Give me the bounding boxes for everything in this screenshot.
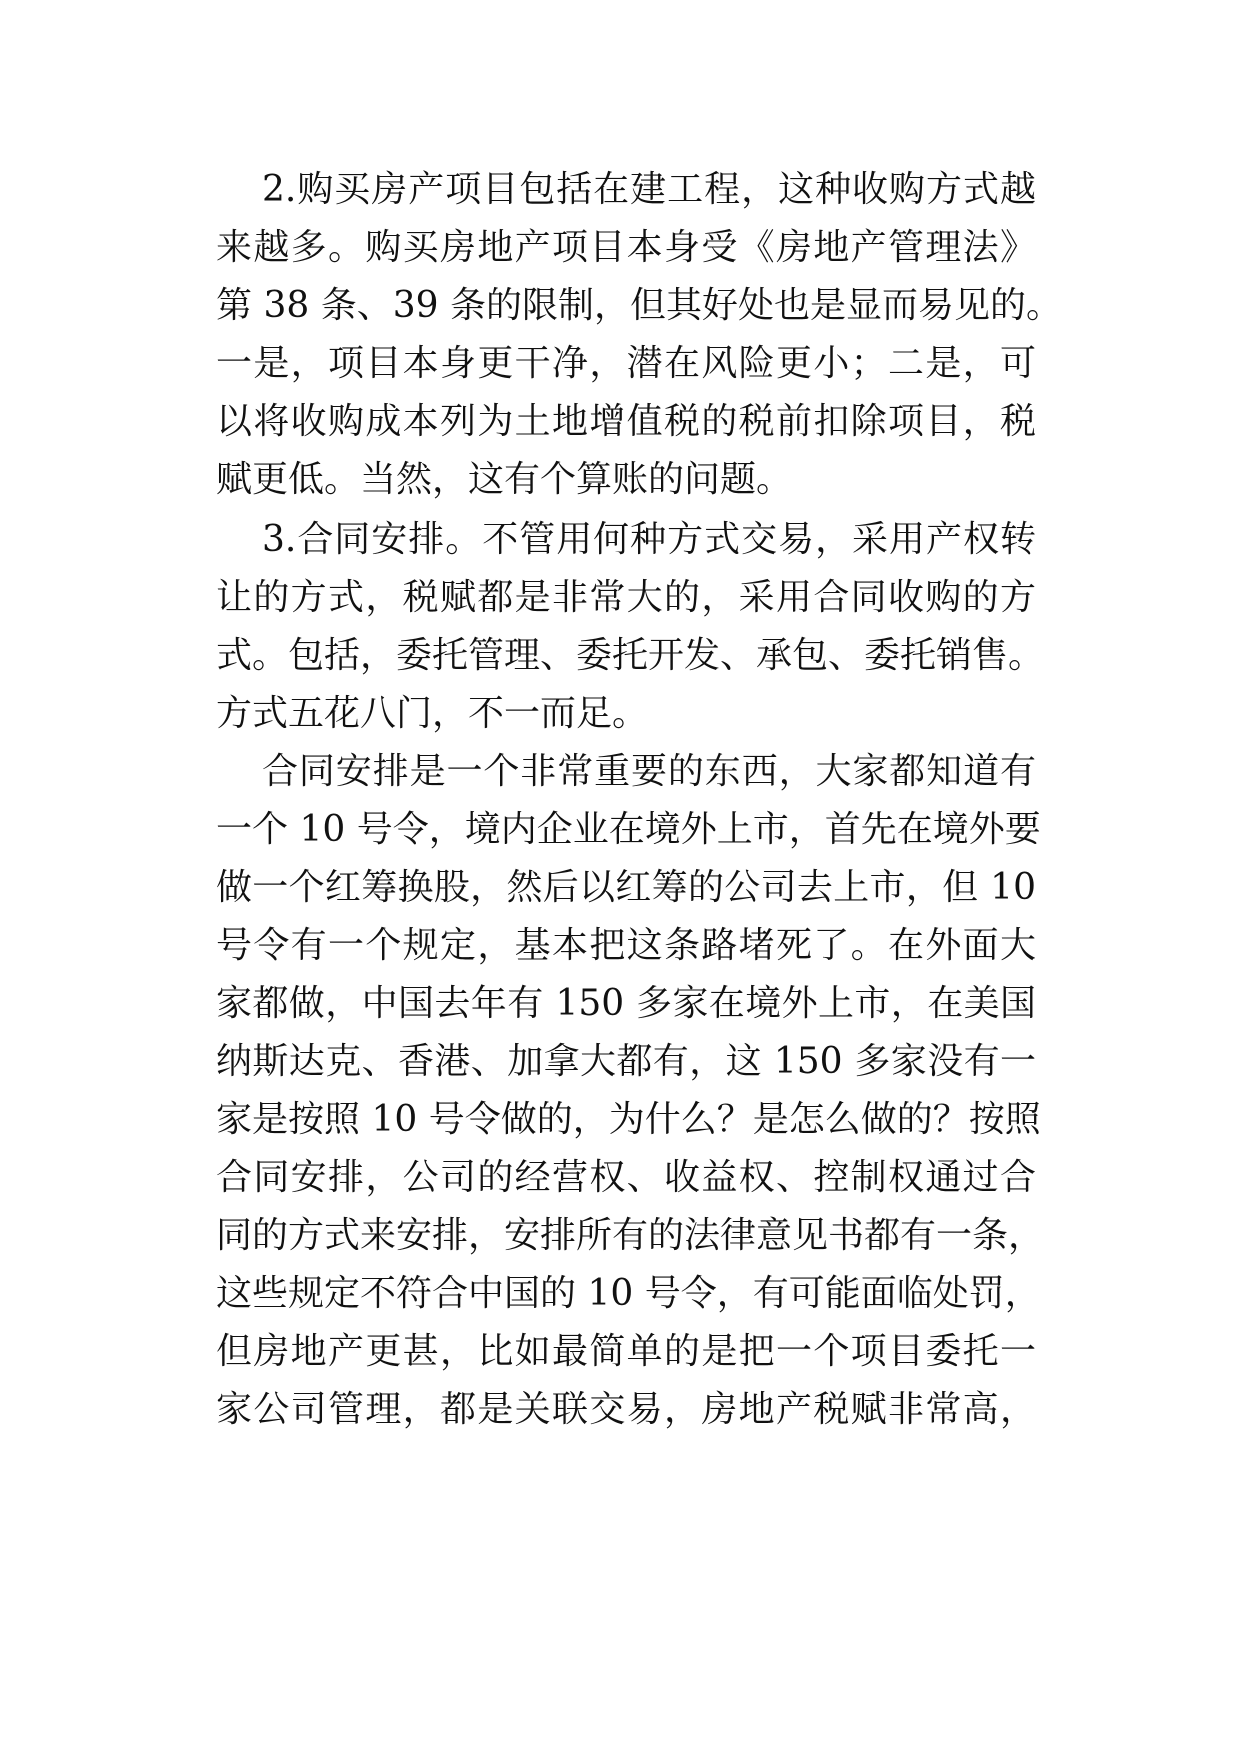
- text-line: 方式五花八门，不一而足。: [216, 693, 649, 734]
- text-line: 一是，项目本身更干净，潜在风险更小；二是，可: [216, 343, 1036, 384]
- text-line: 纳斯达克、香港、加拿大都有，这 150 多家没有一: [216, 1041, 1036, 1082]
- text-line: 来越多。购买房地产项目本身受《房地产管理法》: [216, 227, 1036, 268]
- text-line: 第 38 条、39 条的限制，但其好处也是显而易见的。: [216, 285, 1062, 326]
- text-line: 号令有一个规定，基本把这条路堵死了。在外面大: [216, 925, 1036, 966]
- text-line: 合同安排是一个非常重要的东西，大家都知道有: [262, 751, 1036, 792]
- text-line: 这些规定不符合中国的 10 号令，有可能面临处罚，: [216, 1273, 1041, 1314]
- text-line: 赋更低。当然，这有个算账的问题。: [216, 459, 793, 500]
- text-line: 同的方式来安排，安排所有的法律意见书都有一条，: [216, 1215, 1045, 1256]
- text-line: 家是按照 10 号令做的，为什么？是怎么做的？按照: [216, 1099, 1041, 1140]
- text-line: 3.合同安排。不管用何种方式交易，采用产权转: [262, 519, 1036, 560]
- text-line: 式。包括，委托管理、委托开发、承包、委托销售。: [216, 635, 1045, 676]
- text-line: 家都做，中国去年有 150 多家在境外上市，在美国: [216, 983, 1036, 1024]
- text-line: 做一个红筹换股，然后以红筹的公司去上市，但 10: [216, 867, 1036, 908]
- text-line: 让的方式，税赋都是非常大的，采用合同收购的方: [216, 577, 1036, 618]
- text-line: 一个 10 号令，境内企业在境外上市，首先在境外要: [216, 809, 1041, 850]
- text-line: 以将收购成本列为土地增值税的税前扣除项目，税: [216, 401, 1036, 442]
- text-line: 家公司管理，都是关联交易，房地产税赋非常高，: [216, 1389, 1036, 1430]
- text-line: 合同安排，公司的经营权、收益权、控制权通过合: [216, 1157, 1036, 1198]
- text-line: 但房地产更甚，比如最简单的是把一个项目委托一: [216, 1331, 1036, 1372]
- text-line: 2.购买房产项目包括在建工程，这种收购方式越: [262, 169, 1036, 210]
